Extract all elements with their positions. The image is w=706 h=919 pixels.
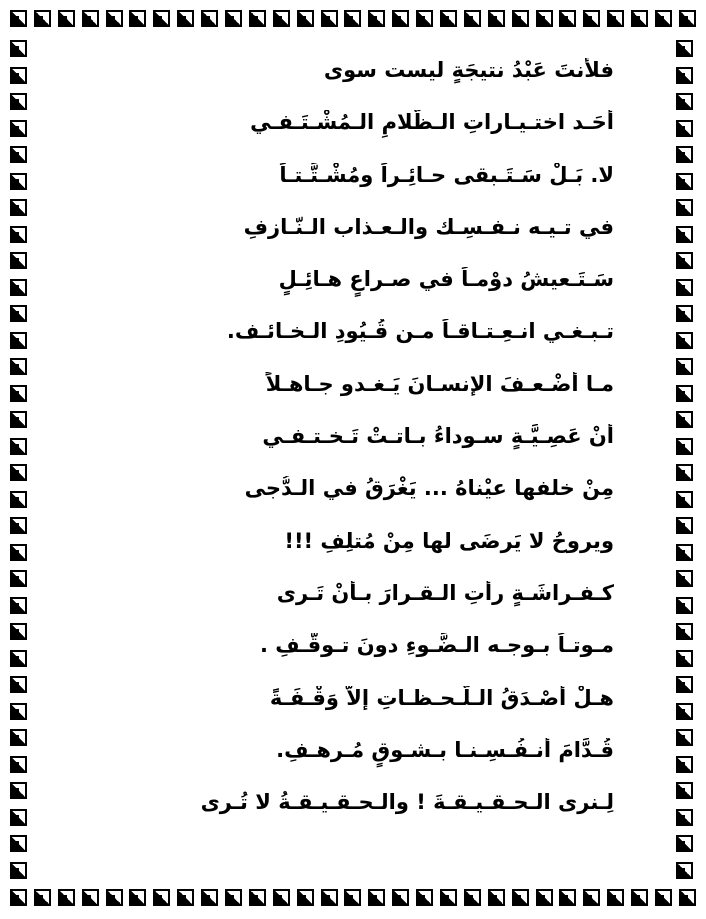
poem-line: فلأنتَ عَبْدُ نتيجَةٍ ليست سوى bbox=[323, 58, 614, 82]
poem-line: قُـدَّامَ أَنـفُـسِـنـا بـشـوقٍ مُـرهـفِ. bbox=[276, 737, 614, 762]
border-tile-icon bbox=[10, 305, 27, 322]
border-tile-icon bbox=[10, 10, 27, 27]
border-tile-icon bbox=[676, 517, 693, 534]
border-tile-icon bbox=[297, 10, 314, 27]
border-tile-icon bbox=[536, 889, 553, 906]
poem-line: هـلْ أَصْـدَقُ الـلَّـحـظـاتِ إلاَّ وَقْـفَـةً bbox=[269, 685, 614, 710]
border-tile-icon bbox=[583, 889, 600, 906]
border-tile-icon bbox=[392, 10, 409, 27]
border-tile-icon bbox=[676, 623, 693, 640]
border-tile-icon bbox=[10, 570, 27, 587]
border-tile-icon bbox=[129, 10, 146, 27]
border-tile-icon bbox=[10, 173, 27, 190]
border-tile-icon bbox=[10, 464, 27, 481]
border-tile-icon bbox=[676, 332, 693, 349]
border-tile-icon bbox=[10, 597, 27, 614]
border-tile-icon bbox=[676, 756, 693, 773]
border-tile-icon bbox=[368, 889, 385, 906]
border-tile-icon bbox=[676, 703, 693, 720]
border-tile-icon bbox=[10, 703, 27, 720]
border-tile-icon bbox=[177, 10, 194, 27]
border-tile-icon bbox=[679, 889, 696, 906]
border-tile-icon bbox=[676, 597, 693, 614]
poem-line: مـا أَضْـعـفَ الإنسـانَ يَـغـدو جـاهـلاً bbox=[265, 371, 614, 396]
border-tile-icon bbox=[631, 10, 648, 27]
border-tile-icon bbox=[10, 67, 27, 84]
poem-line: مِنْ خلفها عيْناهُ ... يَغْرَقُ في الـدُّجى bbox=[244, 476, 614, 501]
border-tile-icon bbox=[10, 279, 27, 296]
decorative-border-top bbox=[10, 10, 696, 30]
border-tile-icon bbox=[676, 93, 693, 110]
border-tile-icon bbox=[10, 862, 27, 879]
border-tile-icon bbox=[10, 782, 27, 799]
border-tile-icon bbox=[676, 650, 693, 667]
border-tile-icon bbox=[10, 120, 27, 137]
poem-line: أَحَـد اختـيـاراتِ الـظّلامِ الـمُشْـتَـفـي bbox=[250, 110, 614, 135]
decorative-border-bottom bbox=[10, 889, 696, 909]
border-tile-icon bbox=[10, 252, 27, 269]
border-tile-icon bbox=[655, 10, 672, 27]
border-tile-icon bbox=[676, 544, 693, 561]
border-tile-icon bbox=[321, 889, 338, 906]
border-tile-icon bbox=[10, 411, 27, 428]
border-tile-icon bbox=[10, 756, 27, 773]
poem-line: تـبـغـي انـعِـتـاقـاً مـن قُـيُودِ الـخـائـف. bbox=[226, 319, 614, 344]
border-tile-icon bbox=[583, 10, 600, 27]
border-tile-icon bbox=[177, 889, 194, 906]
border-tile-icon bbox=[512, 10, 529, 27]
border-tile-icon bbox=[273, 10, 290, 27]
border-tile-icon bbox=[10, 650, 27, 667]
border-tile-icon bbox=[297, 889, 314, 906]
border-tile-icon bbox=[10, 491, 27, 508]
border-tile-icon bbox=[10, 199, 27, 216]
border-tile-icon bbox=[559, 889, 576, 906]
border-tile-icon bbox=[106, 10, 123, 27]
border-tile-icon bbox=[440, 889, 457, 906]
border-tile-icon bbox=[82, 10, 99, 27]
border-tile-icon bbox=[249, 889, 266, 906]
border-tile-icon bbox=[676, 358, 693, 375]
border-tile-icon bbox=[559, 10, 576, 27]
border-tile-icon bbox=[344, 10, 361, 27]
border-tile-icon bbox=[607, 10, 624, 27]
border-tile-icon bbox=[536, 10, 553, 27]
border-tile-icon bbox=[676, 120, 693, 137]
border-tile-icon bbox=[416, 889, 433, 906]
border-tile-icon bbox=[676, 570, 693, 587]
border-tile-icon bbox=[676, 199, 693, 216]
border-tile-icon bbox=[225, 10, 242, 27]
poem-line: مـوتـاً بـوجـه الـضَّـوءِ دونَ تـوقُّـفِ . bbox=[259, 633, 614, 658]
border-tile-icon bbox=[10, 438, 27, 455]
poem-line: ويروحُ لا يَرضَى لها مِنْ مُتلِفِ !!! bbox=[284, 528, 614, 553]
border-tile-icon bbox=[676, 862, 693, 879]
border-tile-icon bbox=[10, 93, 27, 110]
border-tile-icon bbox=[10, 40, 27, 57]
border-tile-icon bbox=[676, 226, 693, 243]
border-tile-icon bbox=[512, 889, 529, 906]
border-tile-icon bbox=[488, 10, 505, 27]
border-tile-icon bbox=[676, 438, 693, 455]
border-tile-icon bbox=[225, 889, 242, 906]
decorative-border-left bbox=[10, 40, 30, 879]
border-tile-icon bbox=[10, 385, 27, 402]
border-tile-icon bbox=[676, 305, 693, 322]
border-tile-icon bbox=[153, 10, 170, 27]
border-tile-icon bbox=[676, 809, 693, 826]
border-tile-icon bbox=[10, 358, 27, 375]
border-tile-icon bbox=[10, 332, 27, 349]
border-tile-icon bbox=[676, 279, 693, 296]
border-tile-icon bbox=[58, 10, 75, 27]
border-tile-icon bbox=[153, 889, 170, 906]
border-tile-icon bbox=[10, 676, 27, 693]
border-tile-icon bbox=[10, 835, 27, 852]
border-tile-icon bbox=[10, 544, 27, 561]
border-tile-icon bbox=[129, 889, 146, 906]
border-tile-icon bbox=[10, 889, 27, 906]
poem-body bbox=[40, 58, 614, 842]
border-tile-icon bbox=[10, 517, 27, 534]
border-tile-icon bbox=[676, 173, 693, 190]
border-tile-icon bbox=[58, 889, 75, 906]
border-tile-icon bbox=[676, 40, 693, 57]
border-tile-icon bbox=[10, 226, 27, 243]
border-tile-icon bbox=[607, 889, 624, 906]
border-tile-icon bbox=[464, 10, 481, 27]
poem-line: أَنْ عَصِـيَّـةٍ سـوداءُ بـاتـتْ تَـخـتـفـي bbox=[262, 424, 614, 449]
poem-line: في تـيـه نـفـسِـك والـعـذاب الـنّـازفِ bbox=[243, 214, 614, 239]
border-tile-icon bbox=[368, 10, 385, 27]
border-tile-icon bbox=[440, 10, 457, 27]
border-tile-icon bbox=[676, 729, 693, 746]
border-tile-icon bbox=[676, 676, 693, 693]
border-tile-icon bbox=[249, 10, 266, 27]
border-tile-icon bbox=[106, 889, 123, 906]
border-tile-icon bbox=[676, 464, 693, 481]
border-tile-icon bbox=[676, 835, 693, 852]
border-tile-icon bbox=[201, 10, 218, 27]
poem-line: لِـنرى الـحـقـيـقـةَ ! والـحـقـيـقـةُ لا تُـرى bbox=[200, 790, 614, 815]
border-tile-icon bbox=[464, 889, 481, 906]
border-tile-icon bbox=[676, 67, 693, 84]
poem-line: سَـتَـعيشُ دوْمـاً في صـراعٍ هـائِـلٍ bbox=[278, 267, 614, 292]
border-tile-icon bbox=[273, 889, 290, 906]
border-tile-icon bbox=[392, 889, 409, 906]
border-tile-icon bbox=[82, 889, 99, 906]
border-tile-icon bbox=[344, 889, 361, 906]
border-tile-icon bbox=[10, 146, 27, 163]
border-tile-icon bbox=[10, 809, 27, 826]
border-tile-icon bbox=[10, 623, 27, 640]
border-tile-icon bbox=[676, 146, 693, 163]
border-tile-icon bbox=[655, 889, 672, 906]
decorative-border-right bbox=[676, 40, 696, 879]
border-tile-icon bbox=[676, 411, 693, 428]
border-tile-icon bbox=[34, 889, 51, 906]
border-tile-icon bbox=[201, 889, 218, 906]
border-tile-icon bbox=[676, 252, 693, 269]
poem-line: كـفـراشَـةٍ رأَتِ الـقـرارَ بـأَنْ تَـرى bbox=[276, 580, 614, 605]
border-tile-icon bbox=[676, 782, 693, 799]
border-tile-icon bbox=[676, 491, 693, 508]
border-tile-icon bbox=[676, 385, 693, 402]
border-tile-icon bbox=[416, 10, 433, 27]
border-tile-icon bbox=[34, 10, 51, 27]
border-tile-icon bbox=[321, 10, 338, 27]
poem-line: لا. بَـلْ سَـتَـبقى حـائِـراً ومُشْـتَّـتـاً bbox=[279, 162, 614, 187]
border-tile-icon bbox=[631, 889, 648, 906]
border-tile-icon bbox=[488, 889, 505, 906]
border-tile-icon bbox=[679, 10, 696, 27]
border-tile-icon bbox=[10, 729, 27, 746]
